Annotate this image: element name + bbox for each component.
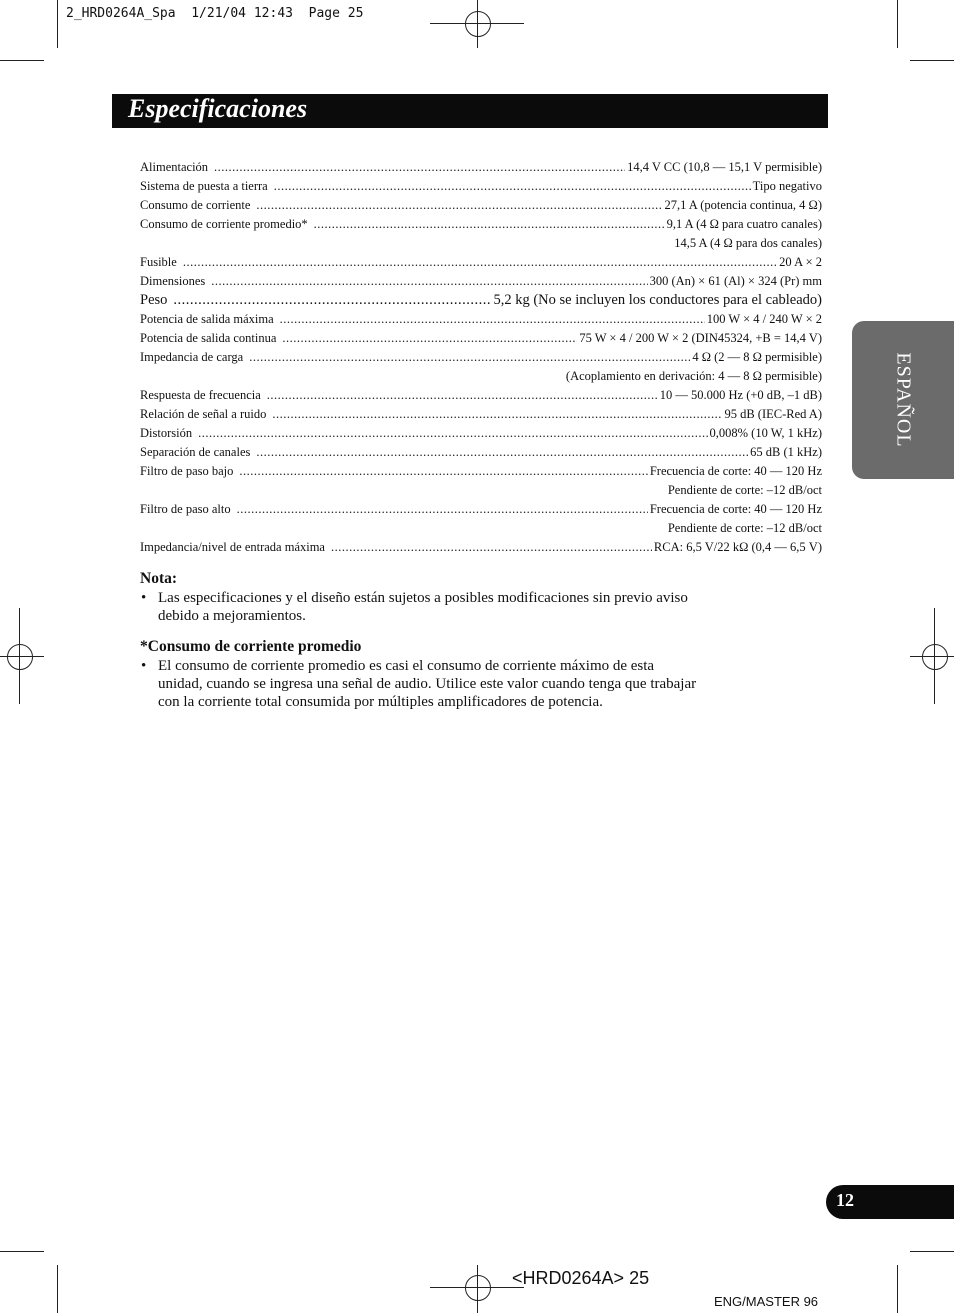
footer-master: ENG/MASTER 96 bbox=[714, 1294, 819, 1309]
dot-leader bbox=[256, 443, 748, 462]
spec-row bbox=[140, 424, 822, 443]
crop-mark bbox=[897, 0, 898, 48]
spec-value: 0,008% (10 W, 1 kHz) bbox=[709, 426, 822, 440]
dot-leader bbox=[282, 329, 577, 348]
page-number-tab bbox=[826, 1185, 954, 1219]
registration-circle bbox=[922, 644, 948, 670]
registration-circle bbox=[465, 1275, 491, 1301]
dot-leader bbox=[249, 348, 690, 367]
registration-circle bbox=[7, 644, 33, 670]
note-bullet-item bbox=[140, 589, 700, 625]
spec-value: RCA: 6,5 V/22 kΩ (0,4 — 6,5 V) bbox=[653, 540, 822, 554]
note-heading: Nota: bbox=[140, 570, 178, 587]
spec-label: Impedancia de carga bbox=[140, 350, 244, 364]
average-current-heading: *Consumo de corriente promedio bbox=[140, 638, 362, 655]
spec-label: Separación de canales bbox=[140, 445, 251, 459]
spec-label: Peso bbox=[140, 292, 168, 308]
average-current-bullet-item bbox=[140, 657, 700, 711]
spec-value-continuation: Pendiente de corte: –12 dB/oct bbox=[667, 521, 822, 535]
spec-row bbox=[140, 462, 822, 481]
page-number: 12 bbox=[836, 1190, 854, 1210]
spec-label: Potencia de salida continua bbox=[140, 331, 277, 345]
language-label: ESPAÑOL bbox=[892, 352, 915, 448]
spec-value: 65 dB (1 kHz) bbox=[750, 445, 822, 459]
spec-value: 75 W × 4 / 200 W × 2 (DIN45324, +B = 14,4 V) bbox=[579, 331, 822, 345]
spec-row bbox=[140, 253, 822, 272]
spec-value: Tipo negativo bbox=[752, 179, 822, 193]
spec-label: Impedancia/nivel de entrada máxima bbox=[140, 540, 325, 554]
spec-row bbox=[140, 215, 822, 234]
bullet-glyph: • bbox=[141, 590, 147, 606]
spec-value: 100 W × 4 / 240 W × 2 bbox=[706, 312, 822, 326]
average-current-note bbox=[140, 638, 700, 711]
note-text: Las especificaciones y el diseño están sujetos a posibles modificaciones sin previo aviso debido a mejoramientos. bbox=[158, 590, 688, 624]
dot-leader bbox=[237, 500, 648, 519]
spec-label: Relación de señal a ruido bbox=[140, 407, 267, 421]
crop-mark bbox=[57, 1265, 58, 1313]
spec-label: Filtro de paso bajo bbox=[140, 464, 234, 478]
crop-mark bbox=[897, 1265, 898, 1313]
spec-label: Dimensiones bbox=[140, 274, 206, 288]
crop-mark bbox=[0, 1251, 44, 1252]
spec-value-continuation: Pendiente de corte: –12 dB/oct bbox=[667, 483, 822, 497]
crop-mark bbox=[910, 60, 954, 61]
dot-leader bbox=[173, 291, 491, 310]
spec-value: Frecuencia de corte: 40 — 120 Hz bbox=[649, 502, 822, 516]
spec-value: 14,4 V CC (10,8 — 15,1 V permisible) bbox=[627, 160, 822, 174]
spec-value-continuation: 14,5 A (4 Ω para dos canales) bbox=[674, 236, 822, 250]
dot-leader bbox=[211, 272, 647, 291]
spec-row bbox=[140, 443, 822, 462]
dot-leader bbox=[267, 386, 658, 405]
spec-value: 4 Ω (2 — 8 Ω permisible) bbox=[692, 350, 822, 364]
spec-value: 300 (An) × 61 (Al) × 324 (Pr) mm bbox=[649, 274, 822, 288]
spec-value: 9,1 A (4 Ω para cuatro canales) bbox=[666, 217, 822, 231]
spec-label: Fusible bbox=[140, 255, 177, 269]
note-section bbox=[140, 570, 700, 625]
dot-leader bbox=[314, 215, 665, 234]
dot-leader bbox=[280, 310, 705, 329]
crop-mark bbox=[57, 0, 58, 48]
spec-label: Alimentación bbox=[140, 160, 209, 174]
spec-value: 20 A × 2 bbox=[779, 255, 822, 269]
specs-list bbox=[140, 158, 822, 557]
dot-leader bbox=[214, 158, 625, 177]
spec-row bbox=[140, 500, 822, 519]
spec-row bbox=[140, 310, 822, 329]
spec-row bbox=[140, 291, 822, 310]
dot-leader bbox=[274, 177, 751, 196]
registration-circle bbox=[465, 11, 491, 37]
dot-leader bbox=[239, 462, 647, 481]
spec-row bbox=[140, 158, 822, 177]
spec-label: Distorsión bbox=[140, 426, 193, 440]
dot-leader bbox=[256, 196, 662, 215]
spec-row bbox=[140, 196, 822, 215]
page-title: Especificaciones bbox=[128, 94, 308, 123]
average-current-text: El consumo de corriente promedio es casi el consumo de corriente máximo de esta unidad, cuando se ingresa una señal de audio. Utilice este valor cuando tenga que trabajar con la corriente total consumida por múltiples amplificadores de potencia. bbox=[158, 658, 697, 710]
spec-value: 5,2 kg (No se incluyen los conductores para el cableado) bbox=[493, 292, 822, 308]
print-slug: 2_HRD0264A_Spa 1/21/04 12:43 Page 25 bbox=[66, 6, 364, 21]
crop-mark bbox=[910, 1251, 954, 1252]
dot-leader bbox=[183, 253, 777, 272]
spec-row bbox=[140, 329, 822, 348]
spec-row bbox=[140, 348, 822, 367]
spec-row bbox=[140, 405, 822, 424]
dot-leader bbox=[272, 405, 722, 424]
spec-row bbox=[140, 538, 822, 557]
spec-row bbox=[140, 177, 822, 196]
language-tab bbox=[852, 321, 954, 479]
crop-mark bbox=[0, 60, 44, 61]
bullet-glyph: • bbox=[141, 658, 147, 674]
spec-row bbox=[140, 272, 822, 291]
spec-value: 95 dB (IEC-Red A) bbox=[724, 407, 822, 421]
spec-label: Potencia de salida máxima bbox=[140, 312, 274, 326]
spec-label: Consumo de corriente promedio* bbox=[140, 217, 308, 231]
dot-leader bbox=[331, 538, 652, 557]
spec-row bbox=[140, 386, 822, 405]
spec-label: Sistema de puesta a tierra bbox=[140, 179, 268, 193]
spec-value: 10 — 50.000 Hz (+0 dB, –1 dB) bbox=[659, 388, 822, 402]
spec-value: 27,1 A (potencia continua, 4 Ω) bbox=[664, 198, 822, 212]
spec-label: Consumo de corriente bbox=[140, 198, 251, 212]
footer-code: <HRD0264A> 25 bbox=[512, 1268, 650, 1288]
spec-value-continuation: (Acoplamiento en derivación: 4 — 8 Ω permisible) bbox=[565, 369, 822, 383]
title-bar bbox=[112, 94, 828, 128]
spec-value: Frecuencia de corte: 40 — 120 Hz bbox=[649, 464, 822, 478]
spec-label: Filtro de paso alto bbox=[140, 502, 231, 516]
dot-leader bbox=[198, 424, 707, 443]
spec-label: Respuesta de frecuencia bbox=[140, 388, 261, 402]
